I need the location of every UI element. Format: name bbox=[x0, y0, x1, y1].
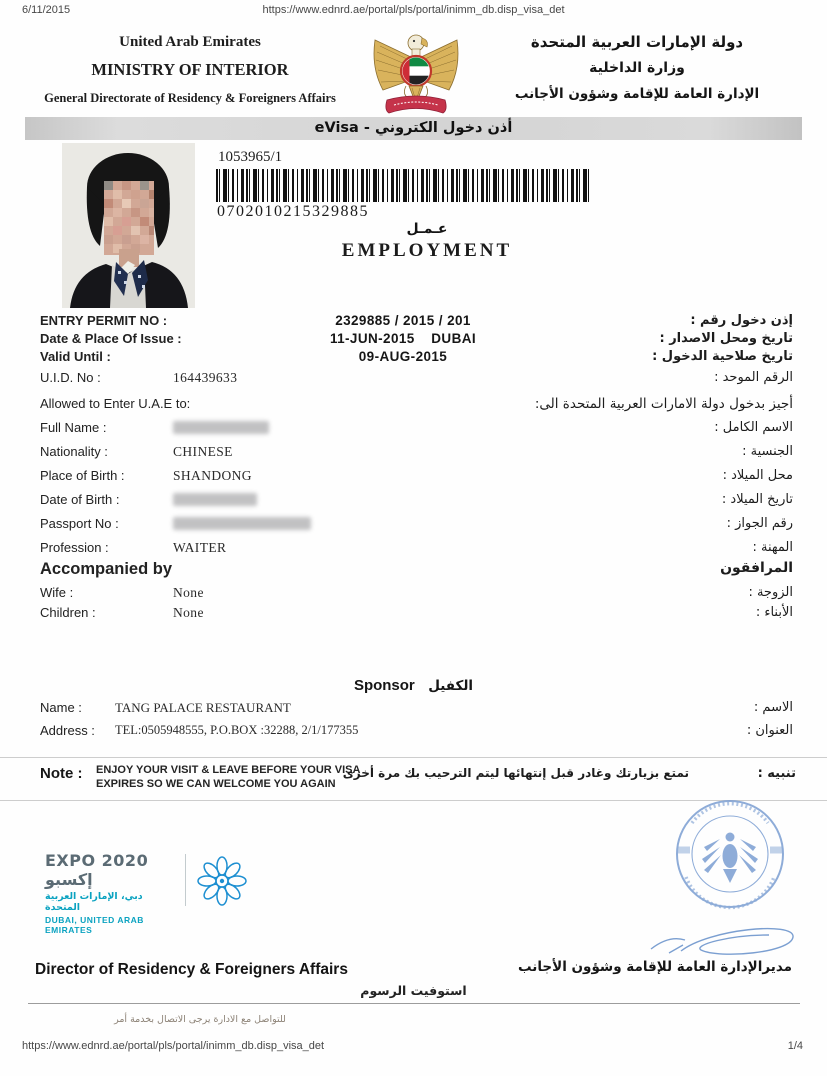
row-date-place-issue bbox=[40, 331, 793, 350]
field-label-ar: الرقم الموحد : bbox=[714, 370, 793, 385]
field-label-ar: تاريخ صلاحية الدخول : bbox=[652, 349, 793, 364]
field-label-en: Passport No : bbox=[40, 516, 119, 531]
field-label-ar: رقم الجواز : bbox=[726, 516, 793, 531]
row-sponsor-name bbox=[40, 700, 793, 719]
field-label-ar: الأبناء : bbox=[755, 605, 793, 620]
expo-title: EXPO 2020 إكسبو bbox=[45, 851, 149, 889]
print-url-bottom: https://www.ednrd.ae/portal/pls/portal/inimm_db.disp_visa_det bbox=[22, 1040, 325, 1052]
expo-subtitle-en: DUBAI, UNITED ARAB EMIRATES bbox=[45, 915, 144, 935]
row-entry-permit-no bbox=[40, 313, 793, 332]
row-children bbox=[40, 605, 793, 624]
print-date: 6/11/2015 bbox=[22, 4, 71, 16]
note-text-line1: ENJOY YOUR VISIT & LEAVE BEFORE YOUR VISA bbox=[96, 764, 361, 776]
official-stamp bbox=[650, 797, 810, 915]
sponsor-heading-en: Sponsor bbox=[353, 677, 415, 694]
barcode-number: 0702010215329885 bbox=[217, 203, 369, 220]
field-label-en: Full Name : bbox=[40, 420, 107, 435]
header-directorate-en: General Directorate of Residency & Foreigners Affairs bbox=[44, 91, 336, 105]
field-label-en: Allowed to Enter U.A.E to: bbox=[40, 396, 191, 411]
visa-file-number: 1053965/1 bbox=[218, 149, 283, 165]
field-value: 2329885 / 2015 / 201 bbox=[335, 313, 471, 328]
divider bbox=[0, 757, 827, 758]
header-country-ar: دولة الإمارات العربية المتحدة bbox=[530, 33, 744, 51]
sponsor-address-value: TEL:0505948555, P.O.BOX :32288, 2/1/177355 bbox=[115, 723, 359, 737]
visa-category: EMPLOYMENT bbox=[341, 240, 513, 261]
field-label-ar: أجيز بدخول دولة الامارات العربية المتحدة الى: bbox=[534, 396, 793, 412]
field-label-en: Wife : bbox=[40, 585, 74, 600]
expo-2020-logo-text bbox=[45, 851, 180, 935]
redacted-value bbox=[173, 421, 269, 434]
field-label-en: Valid Until : bbox=[40, 349, 111, 364]
visa-category-arabic: عـمـل bbox=[406, 221, 448, 237]
expo-rosette-icon bbox=[196, 855, 248, 907]
row-passport-no bbox=[40, 516, 793, 535]
row-nationality bbox=[40, 444, 793, 463]
signature bbox=[643, 915, 813, 965]
field-label-ar: الاسم الكامل : bbox=[714, 420, 793, 435]
director-title-ar: مديرالإدارة العامة للإقامة وشؤون الأجانب bbox=[518, 959, 792, 975]
field-label-en: Children : bbox=[40, 605, 96, 620]
field-label-ar: الاسم : bbox=[753, 700, 793, 715]
field-label-en: U.I.D. No : bbox=[40, 370, 101, 385]
field-label-ar: تاريخ ومحل الاصدار : bbox=[659, 331, 793, 346]
evisa-banner: أذن دخول الكتروني - eVisa bbox=[25, 117, 802, 140]
print-url-top: https://www.ednrd.ae/portal/pls/portal/inimm_db.disp_visa_det bbox=[262, 4, 565, 16]
field-label-ar: الجنسية : bbox=[742, 444, 793, 459]
redacted-value bbox=[173, 517, 311, 530]
field-value: None bbox=[173, 585, 204, 600]
expo-subtitle-ar: دبي، الإمارات العربية المتحدة bbox=[45, 891, 143, 913]
field-value: None bbox=[173, 605, 204, 620]
field-label-en: Address : bbox=[40, 723, 95, 738]
expo-logo-divider bbox=[185, 854, 186, 906]
field-label-ar: تاريخ الميلاد : bbox=[721, 492, 793, 507]
field-label-ar: العنوان : bbox=[746, 723, 793, 738]
note-text-ar: تمتع بزيارتك وغادر قبل إنتهائها ليتم الترحيب بك مرة أخرى bbox=[342, 766, 689, 780]
header-directorate-ar: الإدارة العامة للإقامة وشؤون الأجانب bbox=[514, 86, 760, 102]
field-value: 11-JUN-2015 DUBAI bbox=[329, 331, 477, 346]
note-text-line2: EXPIRES SO WE CAN WELCOME YOU AGAIN bbox=[96, 777, 336, 790]
field-label-en: Date & Place Of Issue : bbox=[40, 331, 182, 346]
field-value: 09-AUG-2015 bbox=[358, 349, 448, 364]
header-english bbox=[25, 34, 355, 106]
row-valid-until bbox=[40, 349, 793, 368]
barcode bbox=[216, 169, 590, 202]
header-country-en: United Arab Emirates bbox=[119, 34, 261, 50]
director-title-en: Director of Residency & Foreigners Affairs bbox=[35, 961, 348, 978]
sponsor-heading-ar: الكفيل bbox=[428, 678, 474, 694]
field-label-ar: إذن دخول رقم : bbox=[690, 313, 793, 328]
fees-received-ar: استوفيت الرسوم bbox=[360, 983, 467, 998]
page-number: 1/4 bbox=[787, 1040, 803, 1052]
row-wife bbox=[40, 585, 793, 604]
sponsor-heading bbox=[0, 677, 827, 695]
field-label-ar: المهنة : bbox=[752, 540, 793, 555]
row-sponsor-address bbox=[40, 723, 793, 742]
field-label-ar: الزوجة : bbox=[748, 585, 793, 600]
field-value: WAITER bbox=[173, 540, 227, 555]
uae-falcon-emblem-icon bbox=[370, 30, 462, 118]
field-label-en: Name : bbox=[40, 700, 82, 715]
redacted-value bbox=[173, 493, 257, 506]
note-label-ar: تنبيه : bbox=[757, 766, 796, 781]
row-profession bbox=[40, 540, 793, 559]
footer-divider bbox=[28, 1003, 800, 1004]
row-date-of-birth bbox=[40, 492, 793, 511]
note-label-en: Note : bbox=[40, 765, 83, 782]
section-title-en: Accompanied by bbox=[40, 560, 173, 578]
header-arabic bbox=[472, 33, 802, 102]
section-title-ar: المرافقون bbox=[720, 560, 793, 576]
sponsor-name-value: TANG PALACE RESTAURANT bbox=[115, 700, 291, 715]
row-uid-no bbox=[40, 370, 793, 389]
field-value: SHANDONG bbox=[173, 468, 252, 483]
row-full-name bbox=[40, 420, 793, 439]
field-label-en: Profession : bbox=[40, 540, 109, 555]
field-label-ar: محل الميلاد : bbox=[722, 468, 793, 483]
field-value: 164439633 bbox=[173, 370, 238, 385]
applicant-photo bbox=[62, 143, 195, 308]
field-value: CHINESE bbox=[173, 444, 233, 459]
field-label-en: ENTRY PERMIT NO : bbox=[40, 313, 168, 328]
section-accompanied-by bbox=[40, 560, 793, 582]
header-ministry-en: MINISTRY OF INTERIOR bbox=[91, 60, 289, 79]
field-label-en: Nationality : bbox=[40, 444, 108, 459]
contact-note-ar: للتواصل مع الادارة يرجى الاتصال بخدمة أمر bbox=[114, 1014, 286, 1025]
row-allowed-to-enter bbox=[40, 396, 793, 415]
row-place-of-birth bbox=[40, 468, 793, 487]
field-label-en: Date of Birth : bbox=[40, 492, 120, 507]
field-label-en: Place of Birth : bbox=[40, 468, 125, 483]
header-ministry-ar: وزارة الداخلية bbox=[589, 60, 685, 76]
